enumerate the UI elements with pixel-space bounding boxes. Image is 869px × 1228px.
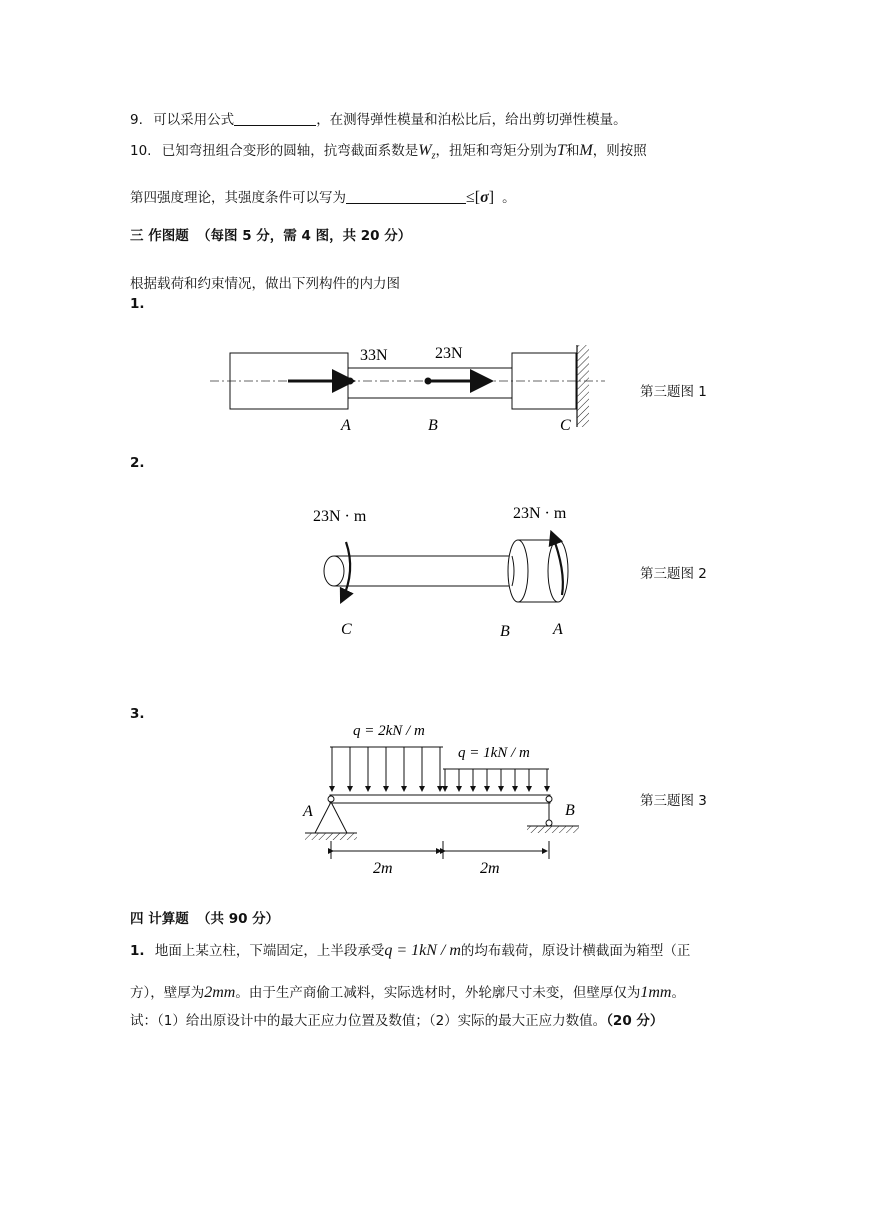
fig2-item-number: 2. (130, 455, 145, 471)
load-right-arrows (445, 769, 547, 791)
q10-number: 10. (130, 143, 152, 159)
point-a-dot (347, 378, 354, 385)
figure-2-caption: 第三题图 2 (640, 566, 707, 582)
q10-sigma: σ (480, 189, 489, 206)
q10-text-pre: 已知弯扭组合变形的圆轴，抗弯截面系数是 (161, 143, 419, 159)
label-a: A (341, 417, 351, 434)
label-b: B (428, 417, 438, 434)
question-9 (130, 108, 627, 128)
section-4-title: 四 计算题 (130, 911, 189, 927)
fig1-item-number: 1. (130, 296, 145, 312)
shaft-end-c (324, 556, 344, 586)
problem-1-line2-pre: 方），壁厚为 (130, 985, 205, 1001)
label-a: A (553, 621, 563, 638)
q10-wz: W (418, 142, 432, 159)
q10-leq: ≤ (466, 189, 475, 206)
q9-text-post: ，在测得弹性模量和泊松比后，给出剪切弹性模量。 (316, 112, 627, 128)
q9-answer-blank (234, 111, 316, 126)
support-b-hatch (527, 826, 579, 833)
wall-hatch (577, 345, 589, 427)
problem-1-line1-pre: 地面上某立柱，下端固定，上半段承受 (154, 943, 385, 959)
problem-1-question: 试：（1）给出原设计中的最大正应力位置及数值；（2）实际的最大正应力数值。 (130, 1013, 607, 1029)
q10-text-post: ，则按照 (592, 143, 647, 159)
load-left-arrows (332, 747, 440, 791)
figure-3-caption: 第三题图 3 (640, 793, 707, 809)
beam (330, 795, 550, 803)
figure-1-axial-bar (200, 335, 630, 440)
point-b-dot (425, 378, 432, 385)
label-c: C (341, 621, 352, 638)
label-b: B (500, 623, 510, 640)
support-b-roller (546, 820, 552, 826)
torque-left-label: 23N · m (313, 508, 367, 525)
problem-1-line3 (130, 1009, 663, 1029)
problem-1-score: （20 分） (606, 1013, 664, 1029)
section-3-note: （每图 5 分，需 4 图，共 20 分） (197, 228, 412, 244)
q10-line2-post: 。 (502, 190, 516, 206)
q10-M: M (579, 142, 593, 159)
figure-2-torsion-shaft (300, 498, 600, 648)
problem-1-line1 (130, 939, 690, 960)
problem-1-number: 1. (130, 943, 145, 959)
label-c: C (560, 417, 571, 434)
torque-right-label: 23N · m (513, 505, 567, 522)
problem-1-line2 (130, 981, 685, 1002)
force-23n-label: 23N (435, 345, 463, 362)
label-a: A (303, 803, 313, 820)
question-10-line2 (130, 186, 516, 207)
q10-bracket-open: [ (474, 189, 481, 206)
force-33n-label: 33N (360, 347, 388, 364)
q10-wz-sub: z (431, 150, 436, 162)
q10-line2-pre: 第四强度理论，其强度条件可以写为 (130, 190, 346, 206)
q9-text-pre: 可以采用公式 (153, 112, 235, 128)
figure-1-caption: 第三题图 1 (640, 384, 707, 400)
q10-and: 和 (565, 143, 580, 159)
problem-1-line2-post: 。 (671, 985, 685, 1001)
q10-answer-blank (346, 189, 466, 204)
q9-number: 9. (130, 112, 143, 128)
q10-bracket-close: ] (488, 189, 495, 206)
problem-1-thickness-actual: 1mm (640, 984, 672, 1001)
label-b: B (565, 802, 575, 819)
problem-1-load: q = 1kN / m (384, 942, 461, 959)
section-3-intro: 根据载荷和约束情况，做出下列构件的内力图 (130, 276, 400, 292)
cylinder-end-b (508, 540, 528, 602)
span-right-label: 2m (480, 860, 500, 877)
q10-text-mid: ，扭矩和弯矩分别为 (435, 143, 558, 159)
fig3-item-number: 3. (130, 706, 145, 722)
problem-1-line1-post: 的均布载荷，原设计横截面为箱型（正 (460, 943, 691, 959)
q10-T: T (557, 142, 566, 159)
q-left-label: q = 2kN / m (353, 723, 425, 739)
question-10-line1 (130, 139, 647, 162)
support-b-pin (546, 796, 552, 802)
section-3-heading (130, 224, 411, 244)
figure-3-simply-supported-beam (295, 715, 595, 880)
problem-1-line2-mid: 。由于生产商偷工减料，实际选材时，外轮廓尺寸未变，但壁厚仅为 (235, 985, 641, 1001)
support-a-hatch (305, 833, 357, 840)
problem-1-thickness-design: 2mm (204, 984, 236, 1001)
span-left-label: 2m (373, 860, 393, 877)
section-3-title: 三 作图题 (130, 228, 189, 244)
q-right-label: q = 1kN / m (458, 745, 530, 761)
section-4-note: （共 90 分） (197, 911, 280, 927)
support-a-triangle (315, 802, 347, 833)
section-4-heading (130, 907, 279, 927)
